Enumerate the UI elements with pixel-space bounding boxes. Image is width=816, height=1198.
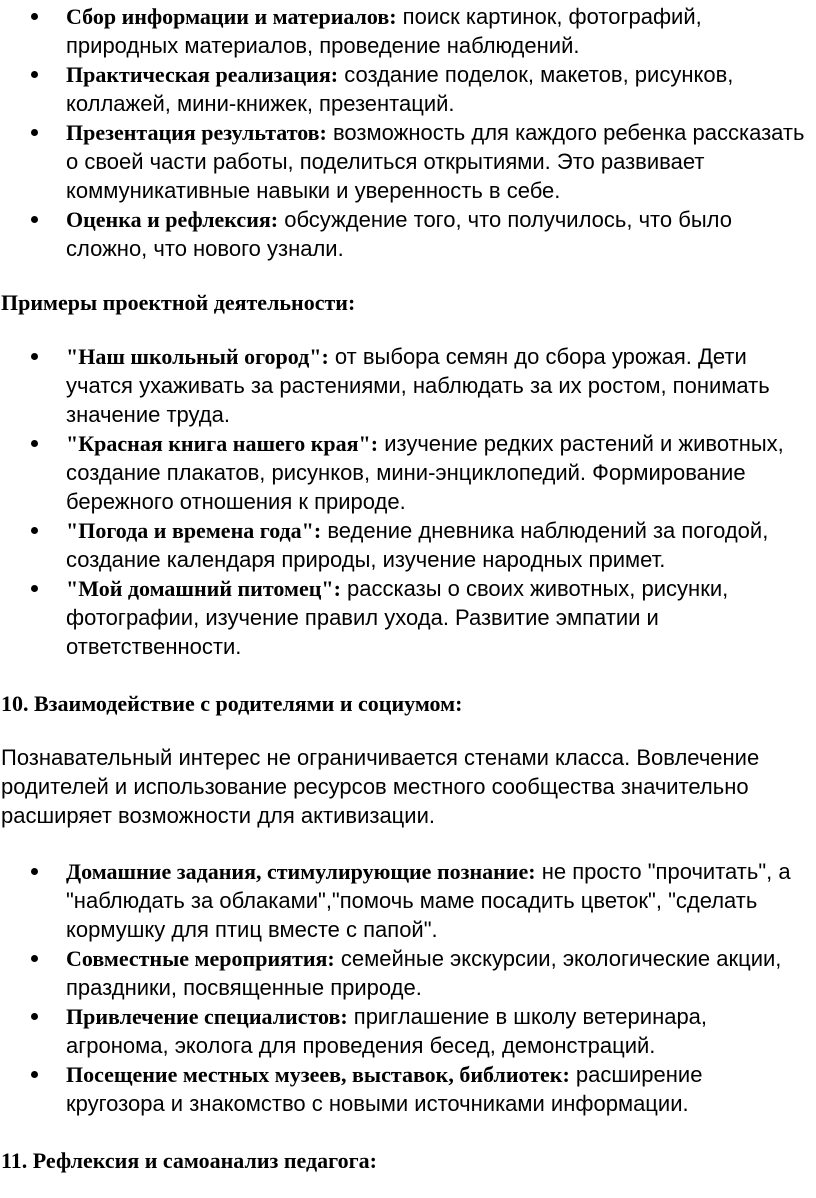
bullet-icon — [31, 1013, 38, 1020]
list-item-term: "Мой домашний питомец": — [66, 576, 341, 601]
list-item-term: Презентация результатов: — [66, 120, 327, 145]
list-item-text: обсуждение того, что получилось, что было сложно, что нового узнали. — [66, 207, 732, 261]
list-item — [0, 516, 816, 574]
list-item — [0, 1060, 816, 1118]
list-item-text: создание поделок, макетов, рисунков, коллажей, мини-книжек, презентаций. — [66, 62, 734, 116]
list-item — [0, 118, 816, 205]
list-item-term: Практическая реализация: — [66, 62, 339, 87]
list-item-term: Привлечение специалистов: — [66, 1004, 348, 1029]
list-item — [0, 944, 816, 1002]
list-item-text: от выбора семян до сбора урожая. Дети учатся ухаживать за растениями, наблюдать за их ростом, понимать значение труда. — [66, 344, 770, 427]
bullet-icon — [31, 353, 38, 360]
bullet-icon — [31, 585, 38, 592]
list-item — [0, 857, 816, 944]
list-item-text: приглашение в школу ветеринара, агронома, эколога для проведения бесед, демонстраций. — [66, 1004, 708, 1058]
parents-interaction-list — [0, 857, 816, 1118]
list-item-text: возможность для каждого ребенка рассказать о своей части работы, поделиться открытиями. Это развивает коммуникативные навыки и уверенность в себе. — [66, 120, 805, 203]
list-item-term: Сбор информации и материалов: — [66, 4, 397, 29]
list-item-term: Оценка и рефлексия: — [66, 207, 279, 232]
list-item — [0, 342, 816, 429]
list-item-text: ведение дневника наблюдений за погодой, создание календаря природы, изучение народных примет. — [66, 518, 769, 572]
list-item-term: Посещение местных музеев, выставок, библиотек: — [66, 1062, 570, 1087]
bullet-icon — [31, 129, 38, 136]
bullet-icon — [31, 868, 38, 875]
list-item — [0, 205, 816, 263]
list-item — [0, 60, 816, 118]
section-10-heading: 10. Взаимодействие с родителями и социумом: — [1, 691, 463, 716]
list-item-term: Совместные мероприятия: — [66, 946, 335, 971]
list-item-text: рассказы о своих животных, рисунки, фотографии, изучение правил ухода. Развитие эмпатии и ответственности. — [66, 576, 729, 659]
list-item-term: "Погода и времена года": — [66, 518, 322, 543]
section-10-paragraph: Познавательный интерес не ограничивается стенами класса. Вовлечение родителей и использование ресурсов местного сообщества значительно расширяет возможности для активизации. — [1, 745, 760, 828]
project-examples-list — [0, 342, 816, 661]
examples-heading: Примеры проектной деятельности: — [1, 290, 356, 315]
list-item-term: "Наш школьный огород": — [66, 344, 329, 369]
list-item — [0, 2, 816, 60]
list-item — [0, 429, 816, 516]
list-item — [0, 574, 816, 661]
section-11-heading: 11. Рефлексия и самоанализ педагога: — [1, 1148, 377, 1173]
bullet-icon — [31, 13, 38, 20]
bullet-icon — [31, 955, 38, 962]
list-item-text: не просто "прочитать", а "наблюдать за облаками","помочь маме посадить цветок", "сделать кормушку для птиц вместе с папой". — [66, 859, 791, 942]
bullet-icon — [31, 216, 38, 223]
bullet-icon — [31, 71, 38, 78]
project-stages-list — [0, 2, 816, 263]
list-item-text: изучение редких растений и животных, создание плакатов, рисунков, мини-энциклопедий. Формирование бережного отношения к природе. — [66, 431, 784, 514]
list-item-term: "Красная книга нашего края": — [66, 431, 379, 456]
list-item-text: расширение кругозора и знакомство с новыми источниками информации. — [66, 1062, 703, 1116]
list-item — [0, 1002, 816, 1060]
list-item-text: поиск картинок, фотографий, природных материалов, проведение наблюдений. — [66, 4, 702, 58]
bullet-icon — [31, 440, 38, 447]
list-item-text: семейные экскурсии, экологические акции, праздники, посвященные природе. — [66, 946, 782, 1000]
bullet-icon — [31, 1071, 38, 1078]
bullet-icon — [31, 527, 38, 534]
list-item-term: Домашние задания, стимулирующие познание: — [66, 859, 536, 884]
